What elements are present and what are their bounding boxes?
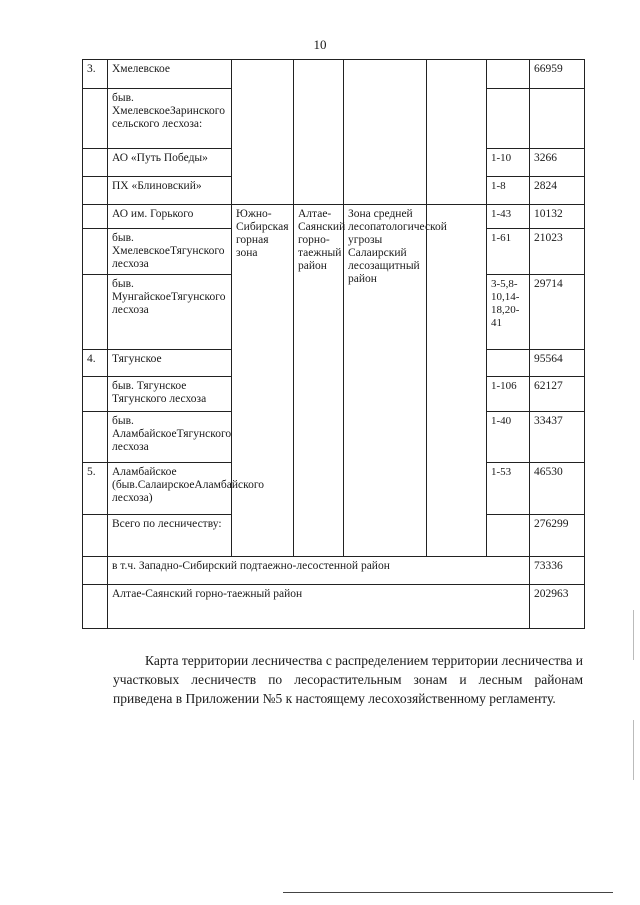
quarters-value: 3-5,8-10,14-18,20-41 xyxy=(487,275,530,350)
table-row xyxy=(83,205,585,229)
empty-cell xyxy=(83,205,108,229)
forestry-name: АО «Путь Победы» xyxy=(108,149,232,177)
quarters-value: 1-10 xyxy=(487,149,530,177)
forestry-name: Аламбайское (быв.СалаирскоеАламбайского лесхоза) xyxy=(108,463,232,515)
empty-cell xyxy=(427,205,487,557)
page-number: 10 xyxy=(313,37,327,52)
page-edge-mark xyxy=(633,610,634,660)
area-value: 21023 xyxy=(530,229,585,275)
table-row xyxy=(83,60,585,89)
vegetation-zone: Южно-Сибирская горная зона xyxy=(232,205,294,557)
empty-cell xyxy=(83,177,108,205)
area-value: 29714 xyxy=(530,275,585,350)
area-value: 33437 xyxy=(530,412,585,463)
caption-paragraph: Карта территории лесничества с распределением территории лесничества и участковых лесничеств по лесорастительным зонам и лесным районам приведена в Приложении №5 к настоящему лесохозяйственному регламенту. xyxy=(113,652,583,706)
empty-cell xyxy=(83,515,108,557)
empty-cell xyxy=(427,60,487,205)
area-value: 2824 xyxy=(530,177,585,205)
forest-region: Алтае-Саянский горно-таежный район xyxy=(294,205,344,557)
quarters-cell xyxy=(487,60,530,89)
area-value: 62127 xyxy=(530,377,585,412)
quarters-cell xyxy=(487,515,530,557)
empty-cell xyxy=(83,229,108,275)
forestry-name: АО им. Горького xyxy=(108,205,232,229)
area-value: 10132 xyxy=(530,205,585,229)
quarters-cell xyxy=(487,350,530,377)
row-number: 5. xyxy=(83,463,108,515)
forestry-table xyxy=(82,59,585,629)
forestry-name: быв. ХмелевскоеТягунского лесхоза xyxy=(108,229,232,275)
forestry-name: Тягунское xyxy=(108,350,232,377)
empty-cell xyxy=(83,89,108,149)
quarters-cell xyxy=(487,89,530,149)
quarters-value: 1-40 xyxy=(487,412,530,463)
empty-cell xyxy=(344,60,427,205)
protection-zone: Зона средней лесопатологической угрозы Салаирский лесозащитный район xyxy=(344,205,427,557)
table-row xyxy=(83,585,585,629)
table-row xyxy=(83,557,585,585)
empty-cell xyxy=(83,557,108,585)
empty-cell xyxy=(294,60,344,205)
area-value: 46530 xyxy=(530,463,585,515)
empty-cell xyxy=(83,275,108,350)
row-number: 3. xyxy=(83,60,108,89)
forestry-name: быв. ХмелевскоеЗаринского сельского лесхоза: xyxy=(108,89,232,149)
forestry-name: ПХ «Блиновский» xyxy=(108,177,232,205)
forestry-name: быв. АламбайскоеТягунского лесхоза xyxy=(108,412,232,463)
area-value: 3266 xyxy=(530,149,585,177)
area-cell xyxy=(530,89,585,149)
area-value: 202963 xyxy=(530,585,585,629)
area-value: 95564 xyxy=(530,350,585,377)
empty-cell xyxy=(83,585,108,629)
quarters-value: 1-53 xyxy=(487,463,530,515)
quarters-value: 1-8 xyxy=(487,177,530,205)
empty-cell xyxy=(232,60,294,205)
area-value: 276299 xyxy=(530,515,585,557)
area-value: 66959 xyxy=(530,60,585,89)
empty-cell xyxy=(83,412,108,463)
area-value: 73336 xyxy=(530,557,585,585)
forestry-name: быв. МунгайскоеТягунского лесхоза xyxy=(108,275,232,350)
subtotal-label: Алтае-Саянский горно-таежный район xyxy=(108,585,530,629)
quarters-value: 1-106 xyxy=(487,377,530,412)
total-label: Всего по лесничеству: xyxy=(108,515,232,557)
forestry-name: Хмелевское xyxy=(108,60,232,89)
forestry-name: быв. Тягунское Тягунского лесхоза xyxy=(108,377,232,412)
page-edge-mark xyxy=(633,720,634,780)
empty-cell xyxy=(83,377,108,412)
quarters-value: 1-43 xyxy=(487,205,530,229)
quarters-value: 1-61 xyxy=(487,229,530,275)
bottom-rule xyxy=(283,892,613,893)
empty-cell xyxy=(83,149,108,177)
subtotal-label: в т.ч. Западно-Сибирский подтаежно-лесостенной район xyxy=(108,557,530,585)
row-number: 4. xyxy=(83,350,108,377)
